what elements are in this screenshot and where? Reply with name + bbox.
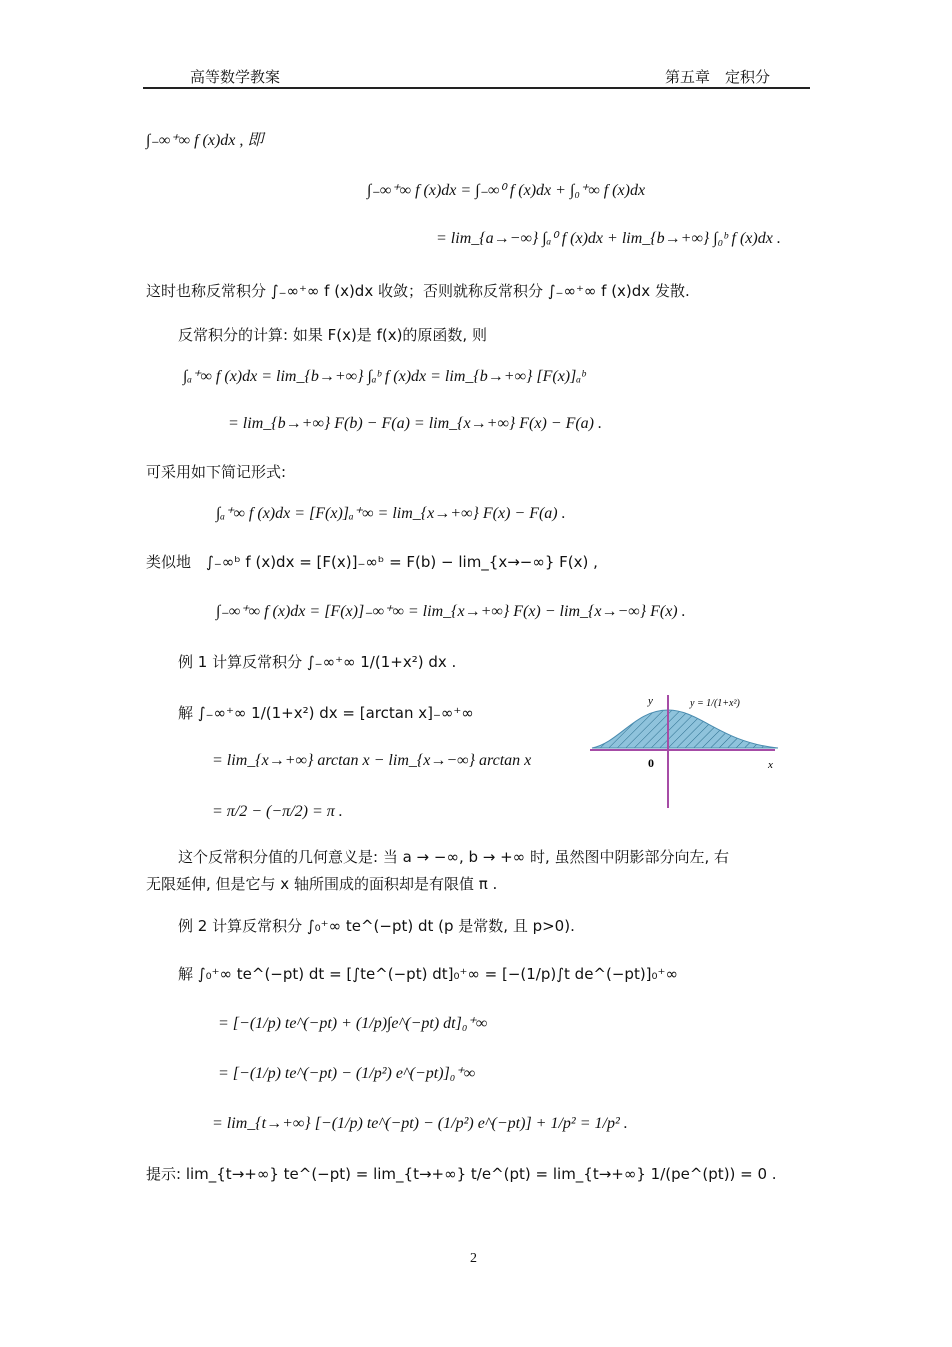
text-line: 这时也称反常积分 ∫₋∞⁺∞ f (x)dx 收敛；否则就称反常积分 ∫₋∞⁺∞ f (x)dx 发散. — [146, 282, 690, 300]
text-line: 类似地 ∫₋∞ᵇ f (x)dx = [F(x)]₋∞ᵇ = F(b) − lim_{x→−∞} F(x) , — [146, 553, 598, 571]
text-line: = lim_{b→+∞} F(b) − F(a) = lim_{x→+∞} F(x) − F(a) . — [228, 415, 602, 432]
text-line: ∫₋∞⁺∞ f (x)dx , 即 — [146, 132, 264, 149]
header-left: 高等数学教案 — [190, 68, 281, 86]
text-line: 例 2 计算反常积分 ∫₀⁺∞ te^(−pt) dt (p 是常数, 且 p>0). — [178, 917, 575, 935]
text-line: 这个反常积分值的几何意义是: 当 a → −∞, b → +∞ 时, 虽然图中阴影部分向左, 右 — [178, 848, 730, 866]
header-rule — [143, 87, 810, 89]
text-line: ∫ₐ⁺∞ f (x)dx = [F(x)]ₐ⁺∞ = lim_{x→+∞} F(x) − F(a) . — [216, 505, 566, 522]
text-line: = [−(1/p) te^(−pt) − (1/p²) e^(−pt)]₀⁺∞ — [218, 1065, 476, 1082]
text-line: 提示: lim_{t→+∞} te^(−pt) = lim_{t→+∞} t/e^(pt) = lim_{t→+∞} 1/(pe^(pt)) = 0 . — [146, 1165, 777, 1183]
text-line: 例 1 计算反常积分 ∫₋∞⁺∞ 1/(1+x²) dx . — [178, 653, 457, 671]
shaded-area — [592, 710, 778, 748]
text-line: = lim_{a→−∞} ∫ₐ⁰ f (x)dx + lim_{b→+∞} ∫₀ᵇ f (x)dx . — [436, 230, 781, 247]
header-right: 第五章 定积分 — [665, 68, 771, 86]
origin-label: 0 — [648, 756, 654, 770]
text-line: 解 ∫₋∞⁺∞ 1/(1+x²) dx = [arctan x]₋∞⁺∞ — [178, 704, 474, 722]
text-line: = π/2 − (−π/2) = π . — [212, 803, 343, 820]
text-line: ∫ₐ⁺∞ f (x)dx = lim_{b→+∞} ∫ₐᵇ f (x)dx = lim_{b→+∞} [F(x)]ₐᵇ — [183, 368, 586, 385]
y-axis-label: y — [648, 695, 653, 707]
curve-label: y = 1/(1+x²) — [690, 698, 740, 709]
text-line: ∫₋∞⁺∞ f (x)dx = [F(x)]₋∞⁺∞ = lim_{x→+∞} F(x) − lim_{x→−∞} F(x) . — [216, 603, 686, 620]
x-axis-label: x — [768, 759, 773, 771]
text-line: 无限延伸, 但是它与 x 轴所围成的面积却是有限值 π . — [146, 875, 498, 893]
text-line: = [−(1/p) te^(−pt) + (1/p)∫e^(−pt) dt]₀⁺∞ — [218, 1015, 488, 1032]
figure-svg — [590, 690, 780, 815]
page-number: 2 — [470, 1251, 477, 1266]
text-line: 可采用如下简记形式: — [146, 463, 287, 481]
text-line: 反常积分的计算: 如果 F(x)是 f(x)的原函数, 则 — [178, 326, 487, 344]
text-line: ∫₋∞⁺∞ f (x)dx = ∫₋∞⁰ f (x)dx + ∫₀⁺∞ f (x)dx — [367, 182, 646, 199]
text-line: = lim_{x→+∞} arctan x − lim_{x→−∞} arctan x — [212, 752, 532, 769]
curve-figure — [590, 690, 780, 815]
text-line: = lim_{t→+∞} [−(1/p) te^(−pt) − (1/p²) e^(−pt)] + 1/p² = 1/p² . — [212, 1115, 628, 1132]
text-line: 解 ∫₀⁺∞ te^(−pt) dt = [∫te^(−pt) dt]₀⁺∞ = [−(1/p)∫t de^(−pt)]₀⁺∞ — [178, 965, 678, 983]
